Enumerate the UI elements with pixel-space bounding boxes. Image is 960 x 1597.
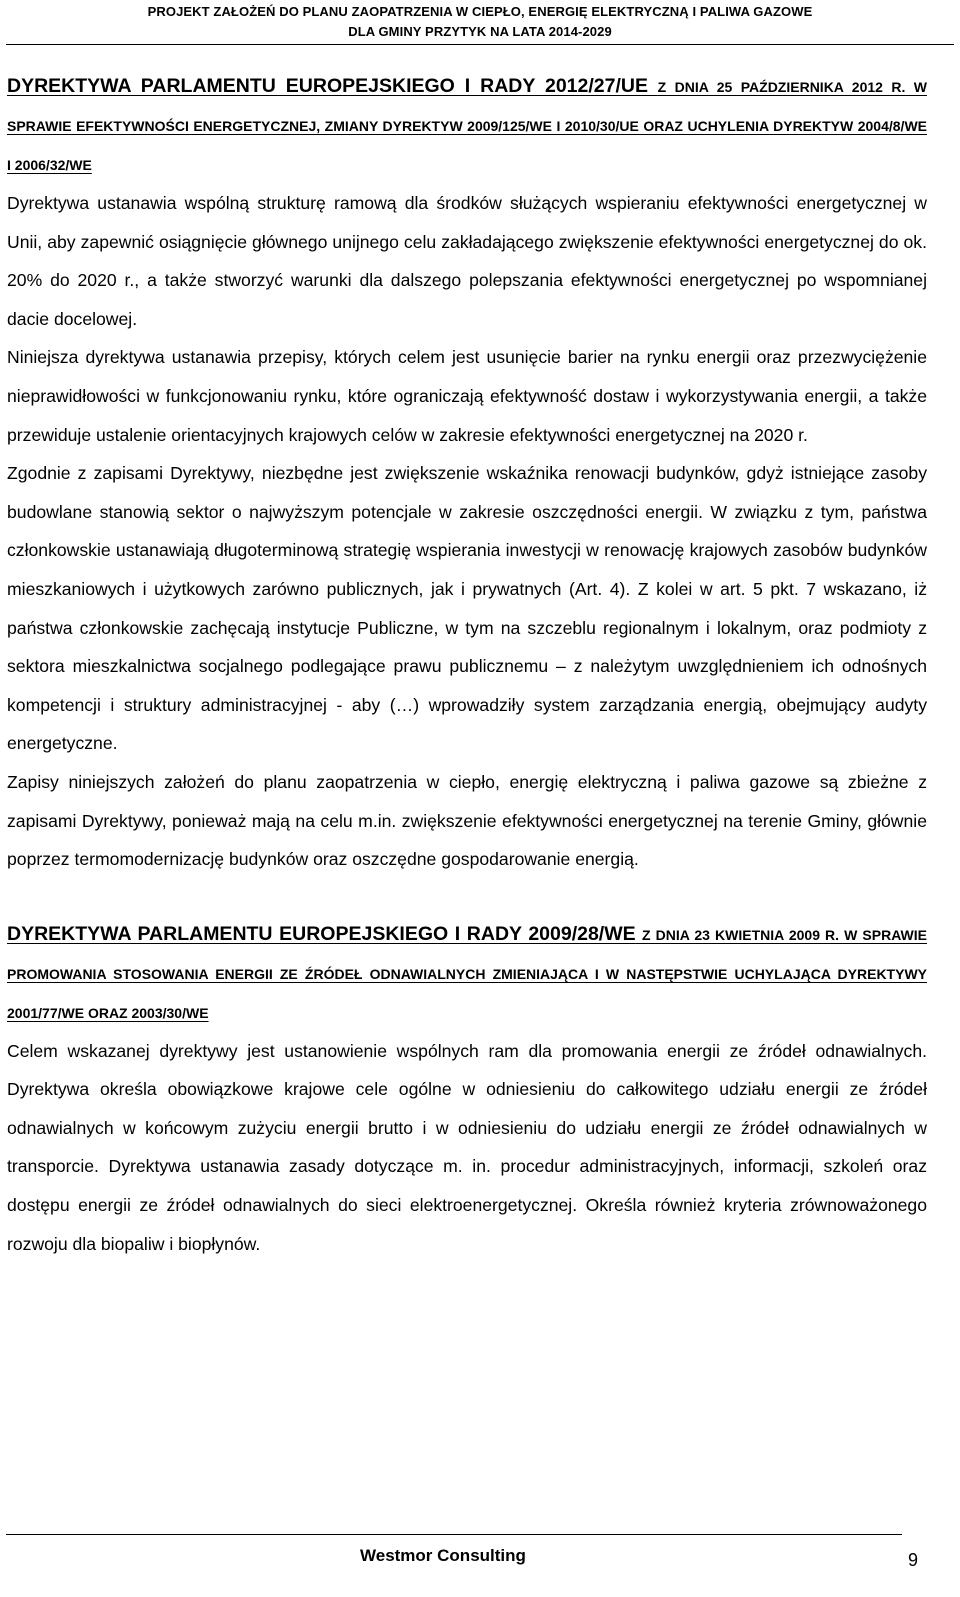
- heading-subtitle: Z DNIA 23 KWIETNIA 2009 R. W SPRAWIE PROMOWANIA STOSOWANIA ENERGII ZE ŹRÓDEŁ ODNAWIALNYCH ZMIENIAJĄCA I W NASTĘPSTWIE UCHYLAJĄCA DYREKTYWY 2001/77/WE ORAZ 2003/30/WE: [7, 926, 928, 1021]
- section-heading: [7, 915, 927, 1032]
- section-spacer: [7, 879, 927, 915]
- paragraph: Niniejsza dyrektywa ustanawia przepisy, których celem jest usunięcie barier na rynku energii oraz przezwyciężenie nieprawidłowości w funkcjonowaniu rynku, które ograniczają efektywność dostaw i wykorzystywania energii, a także przewiduje ustalenie orientacyjnych krajowych celów w zakresie efektywności energetycznej na 2020 r.: [7, 347, 927, 445]
- header-line-2: DLA GMINY PRZYTYK NA LATA 2014-2029: [348, 24, 612, 39]
- header-line-1: PROJEKT ZAŁOŻEŃ DO PLANU ZAOPATRZENIA W CIEPŁO, ENERGIĘ ELEKTRYCZNĄ I PALIWA GAZOWE: [147, 4, 813, 19]
- header-rule: [6, 44, 954, 45]
- page-number: 9: [908, 1550, 919, 1570]
- heading-title: DYREKTYWA PARLAMENTU EUROPEJSKIEGO I RADY 2009/28/WE: [7, 922, 636, 945]
- paragraph: Celem wskazanej dyrektywy jest ustanowienie wspólnych ram dla promowania energii ze źródeł odnawialnych. Dyrektywa określa obowiązkowe krajowe cele ogólne w odniesieniu do całkowitego udziału energii ze źródeł odnawialnych w końcowym zużyciu energii brutto i w odniesieniu do udziału energii ze źródeł odnawialnych w transporcie. Dyrektywa ustanawia zasady dotyczące m. in. procedur administracyjnych, informacji, szkoleń oraz dostępu energii ze źródeł odnawialnych do sieci elektroenergetycznej. Określa również kryteria zrównoważonego rozwoju dla biopaliw i biopłynów.: [7, 1040, 927, 1254]
- section-directive-2009-28: [7, 915, 927, 1264]
- paragraph: Zapisy niniejszych założeń do planu zaopatrzenia w ciepło, energię elektryczną i paliwa gazowe są zbieżne z zapisami Dyrektywy, ponieważ mają na celu m.in. zwiększenie efektywności energetycznej na terenie Gminy, głównie poprzez termomodernizację budynków oraz oszczędne gospodarowanie energią.: [7, 771, 927, 870]
- heading-subtitle: Z DNIA 25 PAŹDZIERNIKA 2012 R. W SPRAWIE EFEKTYWNOŚCI ENERGETYCZNEJ, ZMIANY DYREKTYW 2009/125/WE I 2010/30/UE ORAZ UCHYLENIA DYREKTYW 2004/8/WE I 2006/32/WE: [7, 79, 927, 173]
- running-header: [0, 2, 960, 42]
- main-content: [7, 67, 927, 1263]
- heading-title: DYREKTYWA PARLAMENTU EUROPEJSKIEGO I RADY 2012/27/UE: [7, 75, 648, 97]
- footer-rule: [6, 1534, 902, 1535]
- section-directive-2012-27: [7, 67, 927, 879]
- footer-company: Westmor Consulting: [360, 1546, 526, 1565]
- paragraph: Zgodnie z zapisami Dyrektywy, niezbędne jest zwiększenie wskaźnika renowacji budynków, gdyż istniejące zasoby budowlane stanowią sektor o najwyższym potencjale w zakresie oszczędności energii. W związku z tym, państwa członkowskie ustanawiają długoterminową strategię wspierania inwestycji w renowację krajowych zasobów budynków mieszkaniowych i użytkowych zarówno publicznych, jak i prywatnych (Art. 4). Z kolei w art. 5 pkt. 7 wskazano, iż państwa członkowskie zachęcają instytucje Publiczne, w tym na szczeblu regionalnym i lokalnym, oraz podmioty z sektora mieszkalnictwa socjalnego podlegające prawu publicznemu – z należytym uwzględnieniem ich odnośnych kompetencji i struktury administracyjnej - aby (…) wprowadziły system zarządzania energią, obejmujący audyty energetyczne.: [7, 463, 927, 754]
- section-heading: [7, 67, 927, 184]
- paragraph: Dyrektywa ustanawia wspólną strukturę ramową dla środków służących wspieraniu efektywności energetycznej w Unii, aby zapewnić osiągnięcie głównego unijnego celu zakładającego zwiększenie efektywności energetycznej do ok. 20% do 2020 r., a także stworzyć warunki dla dalszego polepszania efektywności energetycznej po wspomnianej dacie docelowej.: [7, 193, 927, 329]
